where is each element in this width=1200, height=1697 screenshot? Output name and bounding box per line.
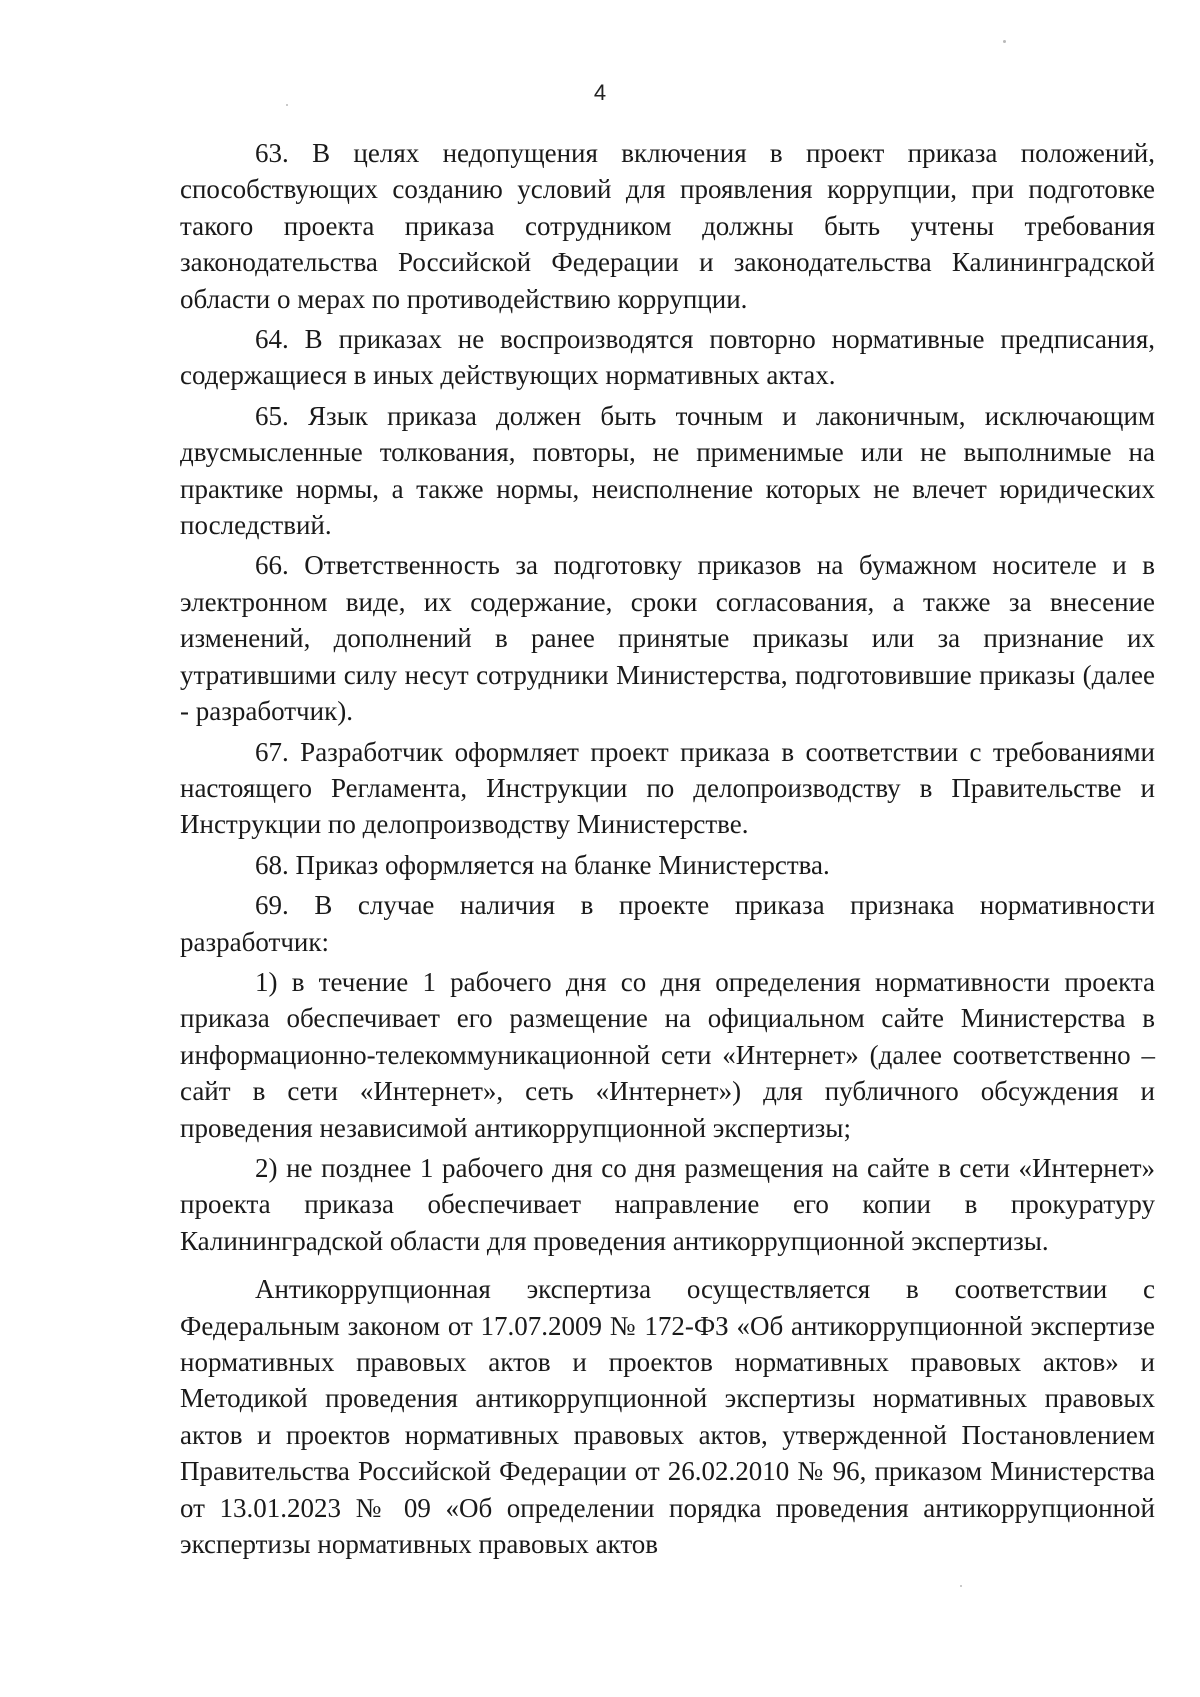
paragraph-anticorruption-expertise: Антикоррупционная экспертиза осуществляется в соответствии с Федеральным законом от 17.07.2009 № 172-ФЗ «Об антикоррупционной экспертизе нормативных правовых актов и проектов нормативных правовых актов» и Методикой проведения антикоррупционной экспертизы нормативных правовых актов и проектов нормативных правовых актов, утвержденной Постановлением Правительства Российской Федерации от 26.02.2010 № 96, приказом Министерства от 13.01.2023 № 09 «Об определении порядка проведения антикоррупционной экспертизы нормативных правовых актов — [180, 1274, 1155, 1560]
scan-speck — [1003, 40, 1006, 43]
list-item-2: 2) не позднее 1 рабочего дня со дня размещения на сайте в сети «Интернет» проекта приказа обеспечивает направление его копии в прокуратуру Калининградской области для проведения антикоррупционной экспертизы. — [180, 1152, 1155, 1256]
paragraph-66: 66. Ответственность за подготовку приказов на бумажном носителе и в электронном виде, их содержание, сроки согласования, а также за внесение изменений, дополнений в ранее принятые приказы или за признание их утратившими силу несут сотрудники Министерства, подготовившие приказы (далее - разработчик). — [180, 550, 1155, 727]
paragraph-69: 69. В случае наличия в проекте приказа признака нормативности разработчик: — [180, 890, 1155, 957]
scan-speck — [286, 104, 288, 106]
paragraph-68: 68. Приказ оформляется на бланке Министерства. — [255, 849, 830, 880]
paragraph-63: 63. В целях недопущения включения в проект приказа положений, способствующих созданию условий для проявления коррупции, при подготовке такого проекта приказа сотрудником должны быть учтены требования законодательства Российской Федерации и законодательства Калининградской области о мерах по противодействию коррупции. — [180, 138, 1155, 314]
list-item-1: 1) в течение 1 рабочего дня со дня определения нормативности проекта приказа обеспечивает его размещение на официальном сайте Министерства в информационно-телекоммуникационной сети «Интернет» (далее соответственно – сайт в сети «Интернет», сеть «Интернет») для публичного обсуждения и проведения независимой антикоррупционной экспертизы; — [180, 966, 1155, 1143]
page-number: 4 — [593, 80, 607, 105]
paragraph-64: 64. В приказах не воспроизводятся повторно нормативные предписания, содержащиеся в иных действующих нормативных актах. — [180, 324, 1155, 391]
document-body — [180, 135, 1155, 1562]
scan-speck — [960, 1585, 962, 1587]
paragraph-67: 67. Разработчик оформляет проект приказа в соответствии с требованиями настоящего Регламента, Инструкции по делопроизводству в Правительстве и Инструкции по делопроизводству Министерстве. — [180, 736, 1155, 840]
paragraph-65: 65. Язык приказа должен быть точным и лаконичным, исключающим двусмысленные толкования, повторы, не применимые или не выполнимые на практике нормы, а также нормы, неисполнение которых не влечет юридических последствий. — [180, 400, 1155, 541]
